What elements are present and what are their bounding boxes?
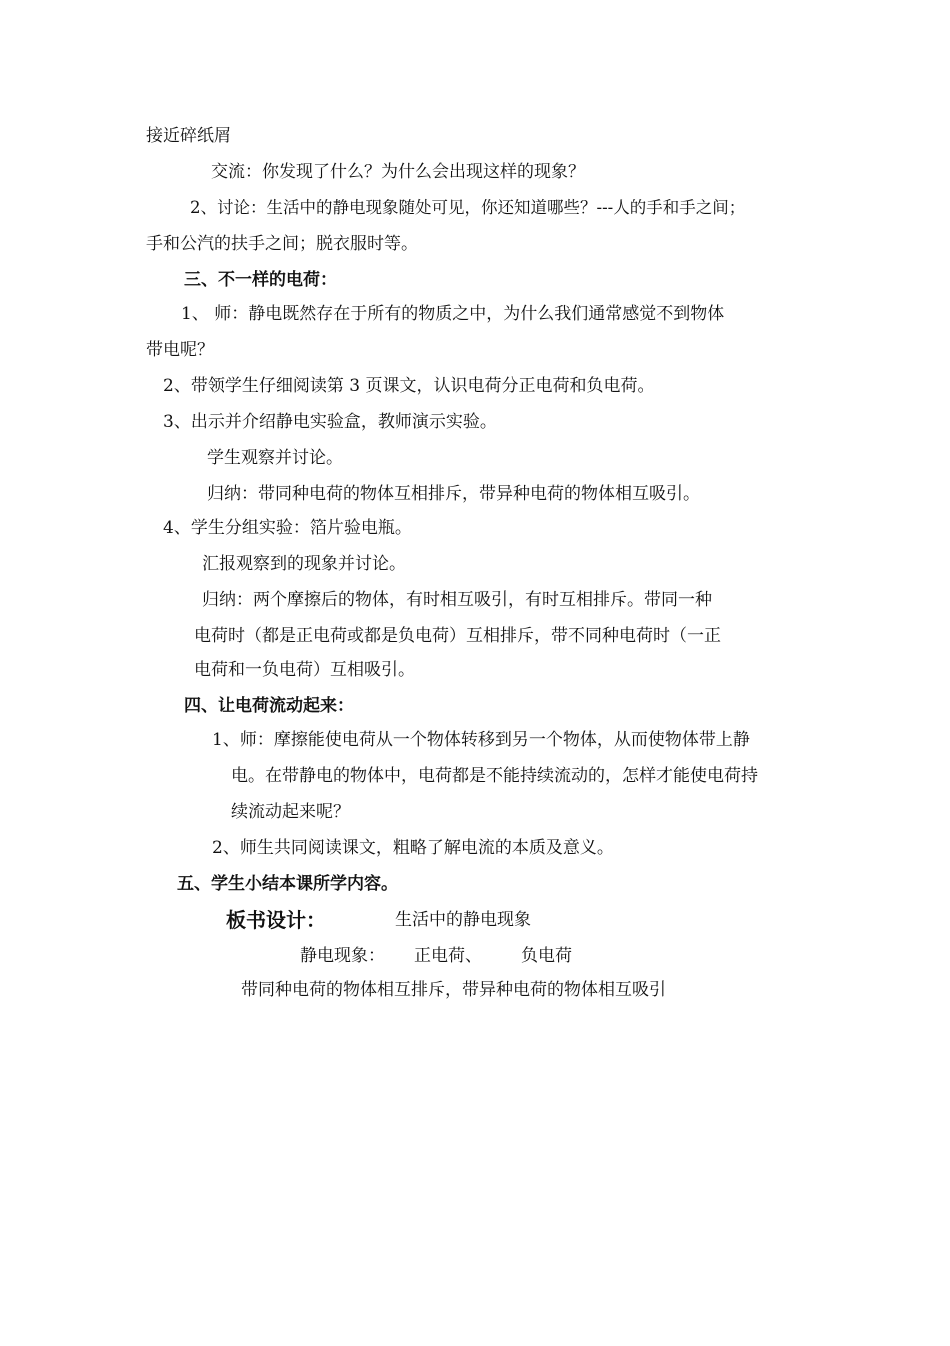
- text-line: 交流：你发现了什么？为什么会出现这样的现象？: [211, 162, 585, 182]
- text-line: 4、学生分组实验：箔片验电瓶。: [163, 518, 412, 538]
- text-line: 电荷时（都是正电荷或都是负电荷）互相排斥，带不同种电荷时（一正: [194, 626, 721, 646]
- section-heading-4: 四、让电荷流动起来：: [184, 696, 354, 716]
- section-heading-5: 五、学生小结本课所学内容。: [177, 874, 398, 894]
- board-line-1-positive: 正电荷、: [414, 946, 482, 966]
- board-line-1-label: 静电现象：: [300, 946, 385, 966]
- text-line: 3、出示并介绍静电实验盒，教师演示实验。: [163, 412, 497, 432]
- text-line: 续流动起来呢？: [231, 802, 350, 822]
- text-line: 归纳：两个摩擦后的物体，有时相互吸引，有时互相排斥。带同一种: [202, 590, 712, 610]
- board-design-label: 板书设计：: [226, 908, 326, 932]
- text-line: 电。在带静电的物体中，电荷都是不能持续流动的，怎样才能使电荷持: [231, 766, 758, 786]
- section-heading-3: 三、不一样的电荷：: [184, 270, 337, 290]
- text-line: 汇报观察到的现象并讨论。: [202, 554, 406, 574]
- text-line: 2、讨论：生活中的静电现象随处可见，你还知道哪些？---人的手和手之间；: [190, 198, 746, 217]
- text-line: 2、师生共同阅读课文，粗略了解电流的本质及意义。: [212, 838, 614, 858]
- text-line: 带电呢？: [146, 340, 214, 360]
- board-title: 生活中的静电现象: [395, 910, 531, 930]
- text-line: 接近碎纸屑: [146, 126, 231, 146]
- text-line: 手和公汽的扶手之间；脱衣服时等。: [146, 234, 418, 254]
- board-line-2: 带同种电荷的物体相互排斥，带异种电荷的物体相互吸引: [241, 980, 666, 1000]
- text-line: 学生观察并讨论。: [207, 448, 343, 468]
- text-line: 归纳：带同种电荷的物体互相排斥，带异种电荷的物体相互吸引。: [207, 484, 700, 504]
- text-line: 1、师：摩擦能使电荷从一个物体转移到另一个物体，从而使物体带上静: [212, 730, 750, 750]
- text-line: 2、带领学生仔细阅读第 3 页课文，认识电荷分正电荷和负电荷。: [163, 376, 655, 396]
- text-line: 电荷和一负电荷）互相吸引。: [194, 660, 415, 680]
- board-line-1-negative: 负电荷: [521, 946, 572, 966]
- text-line: 1、 师：静电既然存在于所有的物质之中，为什么我们通常感觉不到物体: [181, 304, 725, 324]
